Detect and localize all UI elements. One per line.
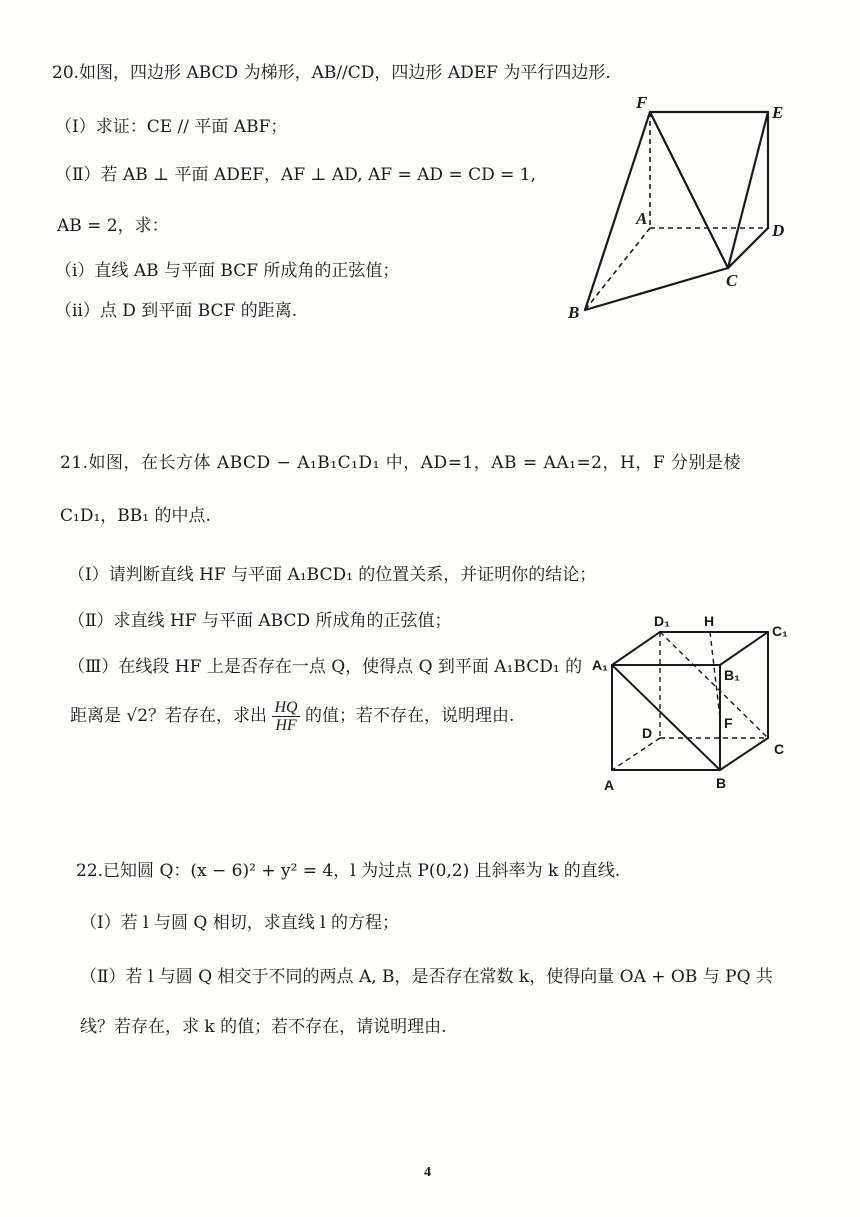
label-E: E [772, 103, 784, 122]
q20-line5: （ⅰ）直线 AB 与平面 BCF 所成角的正弦值； [55, 261, 400, 281]
edge-BC [720, 738, 768, 770]
edge-EC [728, 112, 768, 268]
q21-line3: （Ⅰ）请判断直线 HF 与平面 A₁BCD₁ 的位置关系，并证明你的结论； [68, 565, 597, 585]
edge-BC [585, 268, 728, 310]
label-A1: A₁ [592, 657, 608, 673]
q20-line1: 20.如图，四边形 ABCD 为梯形，AB//CD，四边形 ADEF 为平行四边形. [52, 63, 611, 83]
label-B: B [568, 303, 580, 322]
label-C: C [726, 271, 738, 290]
q21-line2: C₁D₁，BB₁ 的中点. [60, 506, 211, 526]
label-D: D [772, 221, 785, 240]
label-A: A [604, 777, 615, 793]
label-D: D [642, 725, 653, 741]
label-D1: D₁ [654, 613, 670, 629]
q22-line2: （Ⅰ）若 l 与圆 Q 相切，求直线 l 的方程； [80, 913, 399, 933]
label-F: F [724, 715, 733, 731]
q20-line6: （ⅱ）点 D 到平面 BCF 的距离. [55, 301, 298, 321]
q20-line2: （Ⅰ）求证：CE // 平面 ABF； [55, 117, 288, 137]
edge-AB [585, 228, 650, 310]
q21-line6a: 距离是 √2？若存在，求出 [70, 706, 268, 726]
fraction-numerator: HQ [274, 699, 298, 716]
edge-HF [710, 632, 720, 718]
q20-figure [560, 90, 800, 330]
q22-line1: 22.已知圆 Q：(x − 6)² + y² = 4，l 为过点 P(0,2) 且斜率为 k 的直线. [76, 861, 621, 881]
q22-line4: 线？若存在，求 k 的值；若不存在，请说明理由. [80, 1017, 447, 1037]
edge-A1B [612, 665, 720, 770]
edge-DA [612, 738, 660, 770]
q20-line3: （Ⅱ）若 AB ⊥ 平面 ADEF，AF ⊥ AD, AF = AD = CD = 1, [55, 165, 537, 185]
edge-B1C1 [720, 632, 768, 665]
q21-line6 [70, 696, 514, 736]
label-C: C [774, 741, 785, 757]
q21-line6b: 的值；若不存在，说明理由. [304, 706, 515, 726]
label-C1: C₁ [772, 623, 788, 639]
q21-line1: 21.如图，在长方体 ABCD − A₁B₁C₁D₁ 中，AD=1，AB = AA₁=2，H，F 分别是棱 [60, 453, 742, 473]
edge-FC [650, 112, 728, 268]
label-H: H [704, 613, 715, 629]
q21-line5: （Ⅲ）在线段 HF 上是否存在一点 Q，使得点 Q 到平面 A₁BCD₁ 的 [68, 657, 583, 677]
ratio-fraction [272, 699, 299, 734]
edge-D1C [660, 632, 768, 738]
label-F: F [636, 93, 648, 112]
q22-line3: （Ⅱ）若 l 与圆 Q 相交于不同的两点 A, B，是否存在常数 k，使得向量 OA + OB 与 PQ 共 [80, 967, 773, 987]
label-B1: B₁ [724, 667, 740, 683]
page-number: 4 [424, 1165, 431, 1180]
label-A: A [636, 209, 648, 228]
q21-figure [590, 610, 800, 795]
fraction-denominator: HF [275, 717, 297, 734]
q20-line4: AB = 2，求： [57, 216, 169, 236]
edge-A1D1 [612, 632, 660, 665]
q21-line4: （Ⅱ）求直线 HF 与平面 ABCD 所成角的正弦值； [68, 611, 452, 631]
label-B: B [716, 775, 727, 791]
